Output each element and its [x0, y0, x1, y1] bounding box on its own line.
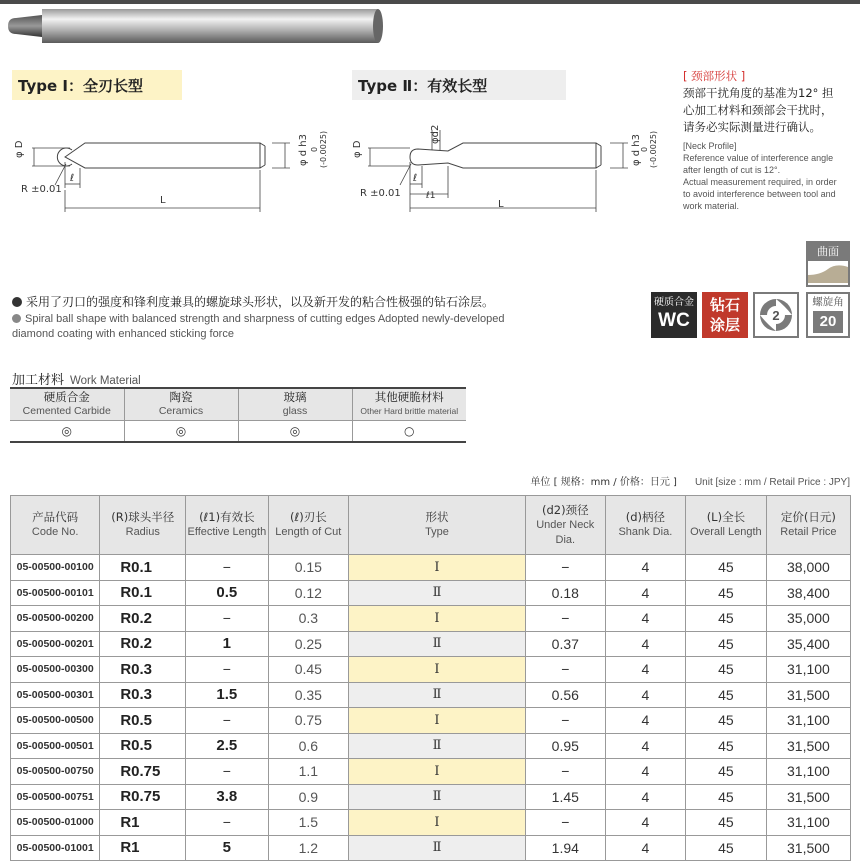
- shank-dia-cell: 4: [605, 835, 685, 861]
- type-cell: Ⅰ: [349, 657, 526, 683]
- carbide-badge: [651, 292, 697, 338]
- diamond-coating-badge: [702, 292, 748, 338]
- code-cell: 05-00500-00301: [11, 682, 100, 708]
- tool-photo: [8, 6, 384, 46]
- overall-length-cell: 45: [685, 733, 766, 759]
- type-2-label: Type Ⅱ：有效长型: [352, 70, 566, 100]
- radius-cell: R1: [100, 810, 186, 836]
- wm-col-other: [352, 388, 466, 420]
- spec-table: [10, 495, 851, 861]
- tolerance-top: 0: [310, 146, 319, 152]
- wm-col-ceramics: [124, 388, 238, 420]
- type-cell: Ⅰ: [349, 708, 526, 734]
- code-cell: 05-00500-01000: [11, 810, 100, 836]
- work-material-title: [12, 369, 141, 388]
- radius-cell: R0.5: [100, 733, 186, 759]
- spec-badges: [651, 292, 851, 338]
- type-cell: Ⅱ: [349, 580, 526, 606]
- retail-price-cell: 35,400: [766, 631, 850, 657]
- table-row: [11, 580, 851, 606]
- length-of-cut-cell: 0.9: [268, 784, 349, 810]
- type-2-diagram: [348, 110, 668, 220]
- carbide-badge-top: 硬质合金: [654, 297, 694, 308]
- neck-en-line: to avoid interference between tool and: [683, 189, 836, 199]
- retail-price-cell: 38,000: [766, 555, 850, 581]
- neck-en-title: [Neck Profile]: [683, 141, 737, 151]
- length-L-label: L: [160, 195, 166, 206]
- overall-length-cell: 45: [685, 631, 766, 657]
- wm-col-en: Ceramics: [158, 405, 204, 418]
- wm-col-jp: 陶瓷: [169, 390, 193, 405]
- retail-price-cell: 31,100: [766, 759, 850, 785]
- retail-price-cell: 31,100: [766, 810, 850, 836]
- radius-tolerance: R ±0.01: [21, 184, 62, 195]
- under-neck-dia-cell: −: [525, 810, 605, 836]
- col-retail-price: [766, 496, 850, 555]
- header-en: Retail Price: [780, 526, 837, 538]
- type-cell: Ⅱ: [349, 682, 526, 708]
- neck-jp-line: 心加工材料和颈部会干扰时，: [683, 103, 833, 117]
- retail-price-cell: 31,500: [766, 784, 850, 810]
- ell-label: ℓ: [70, 173, 75, 184]
- header-en: Shank Dia.: [618, 526, 673, 538]
- tolerance-bottom: (-0.0025): [319, 130, 328, 168]
- neck-en-line: after length of cut is 12°.: [683, 165, 781, 175]
- effective-length-cell: −: [186, 657, 268, 683]
- shank-dia-cell: 4: [605, 733, 685, 759]
- length-of-cut-cell: 0.35: [268, 682, 349, 708]
- ell1-label: ℓ1: [426, 191, 436, 201]
- header-jp: 定价(日元): [780, 510, 836, 524]
- header-jp: (d2)颈径: [541, 502, 589, 517]
- col-under-neck-dia: [525, 496, 605, 555]
- table-row: [11, 759, 851, 785]
- effective-length-cell: −: [186, 555, 268, 581]
- feature-en-2: diamond coating with enhanced sticking force: [12, 328, 234, 340]
- overall-length-cell: 45: [685, 759, 766, 785]
- table-row: [11, 708, 851, 734]
- header-en: Code No.: [31, 526, 79, 538]
- header-jp: (ℓ)刃长: [289, 510, 327, 524]
- shank-dia-cell: 4: [605, 759, 685, 785]
- overall-length-cell: 45: [685, 835, 766, 861]
- bullet-gray-icon: [12, 314, 21, 323]
- code-cell: 05-00500-00501: [11, 733, 100, 759]
- effective-length-cell: −: [186, 810, 268, 836]
- diamond-badge-line2: 涂层: [709, 316, 740, 334]
- header-en: Type: [425, 526, 449, 538]
- length-of-cut-cell: 1.5: [268, 810, 349, 836]
- bullet-dark-icon: [12, 297, 22, 307]
- table-row: [11, 784, 851, 810]
- header-jp: 形状: [425, 510, 449, 524]
- radius-cell: R0.2: [100, 606, 186, 632]
- overall-length-cell: 45: [685, 810, 766, 836]
- type-cell: Ⅰ: [349, 759, 526, 785]
- neck-profile-note: [683, 68, 855, 212]
- length-of-cut-cell: 0.25: [268, 631, 349, 657]
- neck-jp-line: 颈部干扰角度的基准为12° 担: [683, 86, 834, 100]
- feature-text: [12, 294, 632, 341]
- neck-profile-jp: [683, 85, 855, 136]
- wm-col-en: glass: [282, 405, 308, 418]
- code-cell: 05-00500-00751: [11, 784, 100, 810]
- table-row: [11, 606, 851, 632]
- feature-jp: 采用了刃口的强度和锋利度兼具的螺旋球头形状，以及新开发的粘合性极强的钻石涂层。: [26, 295, 495, 309]
- effective-length-cell: 0.5: [186, 580, 268, 606]
- length-of-cut-cell: 0.6: [268, 733, 349, 759]
- phi-d-label: φ d h3: [298, 133, 309, 166]
- effective-length-cell: 2.5: [186, 733, 268, 759]
- carbide-badge-main: WC: [658, 310, 690, 331]
- phi-D-label-2: φ D: [352, 140, 363, 158]
- radius-cell: R0.3: [100, 682, 186, 708]
- under-neck-dia-cell: 0.56: [525, 682, 605, 708]
- code-cell: 05-00500-00200: [11, 606, 100, 632]
- helix-label: 螺旋角: [812, 296, 844, 308]
- under-neck-dia-cell: −: [525, 657, 605, 683]
- effective-length-cell: 5: [186, 835, 268, 861]
- radius-cell: R0.75: [100, 759, 186, 785]
- retail-price-cell: 35,000: [766, 606, 850, 632]
- tolerance-top-2: 0: [640, 146, 649, 152]
- neck-en-line: Reference value of interference angle: [683, 153, 834, 163]
- header-jp: (L)全长: [706, 510, 746, 524]
- unit-note: [530, 473, 850, 488]
- overall-length-cell: 45: [685, 657, 766, 683]
- length-of-cut-cell: 1.2: [268, 835, 349, 861]
- table-row: [11, 657, 851, 683]
- type-1-label: Type Ⅰ：全刃长型: [12, 70, 182, 100]
- neck-jp-line: 请务必实际测量进行确认。: [683, 120, 821, 134]
- under-neck-dia-cell: 1.45: [525, 784, 605, 810]
- table-row: [11, 682, 851, 708]
- radius-cell: R0.2: [100, 631, 186, 657]
- code-cell: 05-00500-00750: [11, 759, 100, 785]
- shank-dia-cell: 4: [605, 657, 685, 683]
- code-cell: 05-00500-01001: [11, 835, 100, 861]
- col-radius: [100, 496, 186, 555]
- effective-length-cell: −: [186, 708, 268, 734]
- retail-price-cell: 31,500: [766, 733, 850, 759]
- length-of-cut-cell: 0.75: [268, 708, 349, 734]
- header-jp: 产品代码: [32, 510, 79, 524]
- header-jp: (d)柄径: [625, 510, 665, 524]
- shank-dia-cell: 4: [605, 555, 685, 581]
- code-cell: 05-00500-00100: [11, 555, 100, 581]
- effective-length-cell: 1.5: [186, 682, 268, 708]
- shank-dia-cell: 4: [605, 708, 685, 734]
- header-en: Radius: [125, 526, 160, 538]
- overall-length-cell: 45: [685, 682, 766, 708]
- unit-note-en: Unit [size : mm / Retail Price : JPY]: [694, 477, 850, 488]
- two-flute-badge: [753, 292, 799, 338]
- header-en: Overall Length: [690, 526, 762, 538]
- work-material-title-en: Work Material: [70, 375, 141, 387]
- type-1-diagram: [10, 110, 340, 220]
- work-material-table: [10, 387, 466, 443]
- retail-price-cell: 38,400: [766, 580, 850, 606]
- under-neck-dia-cell: 0.37: [525, 631, 605, 657]
- shank-dia-cell: 4: [605, 580, 685, 606]
- under-neck-dia-cell: −: [525, 759, 605, 785]
- length-L-label-2: L: [498, 199, 504, 210]
- col-code: [11, 496, 100, 555]
- col-length-of-cut: [268, 496, 349, 555]
- tolerance-bottom-2: (-0.0025): [649, 130, 658, 168]
- effective-length-cell: −: [186, 606, 268, 632]
- wm-mark: ○: [352, 420, 466, 442]
- shank-dia-cell: 4: [605, 784, 685, 810]
- overall-length-cell: 45: [685, 555, 766, 581]
- header-en: Under Neck Dia.: [536, 518, 595, 546]
- phi-d-label-2: φ d h3: [631, 133, 642, 166]
- feature-en-1: Spiral ball shape with balanced strength and sharpness of cutting edges Adopted newly-developed: [25, 313, 505, 325]
- type-cell: Ⅱ: [349, 835, 526, 861]
- col-overall-length: [685, 496, 766, 555]
- surface-badge-label: 曲面: [808, 243, 848, 261]
- type-cell: Ⅱ: [349, 784, 526, 810]
- under-neck-dia-cell: 0.95: [525, 733, 605, 759]
- length-of-cut-cell: 1.1: [268, 759, 349, 785]
- wm-col-glass: [238, 388, 352, 420]
- flute-count: 2: [772, 308, 780, 323]
- header-jp: (ℓ1)有效长: [199, 510, 255, 524]
- shank-dia-cell: 4: [605, 631, 685, 657]
- effective-length-cell: 3.8: [186, 784, 268, 810]
- table-row: [11, 555, 851, 581]
- table-row: [11, 835, 851, 861]
- helix-value: 20: [813, 311, 843, 333]
- overall-length-cell: 45: [685, 580, 766, 606]
- effective-length-cell: 1: [186, 631, 268, 657]
- type-cell: Ⅱ: [349, 733, 526, 759]
- length-of-cut-cell: 0.3: [268, 606, 349, 632]
- overall-length-cell: 45: [685, 784, 766, 810]
- under-neck-dia-cell: −: [525, 606, 605, 632]
- wm-col-jp: 玻璃: [283, 390, 307, 405]
- code-cell: 05-00500-00500: [11, 708, 100, 734]
- table-row: [11, 631, 851, 657]
- unit-note-jp: 单位 [ 规格：mm / 价格：日元 ]: [530, 477, 677, 488]
- ell-label-2: ℓ: [413, 173, 418, 184]
- radius-cell: R0.5: [100, 708, 186, 734]
- wm-col-en: Cemented Carbide: [22, 405, 111, 418]
- type-cell: Ⅰ: [349, 810, 526, 836]
- under-neck-dia-cell: −: [525, 555, 605, 581]
- top-rule: [0, 0, 860, 4]
- diamond-badge-line1: 钻石: [709, 296, 740, 314]
- retail-price-cell: 31,500: [766, 835, 850, 861]
- under-neck-dia-cell: 0.18: [525, 580, 605, 606]
- wm-mark: ◎: [238, 420, 352, 442]
- retail-price-cell: 31,100: [766, 657, 850, 683]
- neck-profile-title: [ 颈部形状 ]: [683, 69, 746, 83]
- col-shank-dia: [605, 496, 685, 555]
- under-neck-dia-cell: −: [525, 708, 605, 734]
- wm-col-en: Other Hard brittle material: [360, 406, 459, 417]
- overall-length-cell: 45: [685, 606, 766, 632]
- radius-cell: R0.3: [100, 657, 186, 683]
- table-row: [11, 733, 851, 759]
- type-cell: Ⅱ: [349, 631, 526, 657]
- length-of-cut-cell: 0.15: [268, 555, 349, 581]
- header-jp: (R)球头半径: [111, 510, 175, 524]
- length-of-cut-cell: 0.45: [268, 657, 349, 683]
- wm-mark: ◎: [124, 420, 238, 442]
- header-en: Length of Cut: [275, 526, 342, 538]
- col-type: [349, 496, 526, 555]
- work-material-title-jp: 加工材料: [12, 373, 65, 388]
- wm-mark: ◎: [10, 420, 124, 442]
- effective-length-cell: −: [186, 759, 268, 785]
- retail-price-cell: 31,100: [766, 708, 850, 734]
- code-cell: 05-00500-00101: [11, 580, 100, 606]
- under-neck-dia-cell: 1.94: [525, 835, 605, 861]
- overall-length-cell: 45: [685, 708, 766, 734]
- wm-col-jp: 其他硬脆材料: [374, 390, 444, 405]
- shank-dia-cell: 4: [605, 682, 685, 708]
- code-cell: 05-00500-00201: [11, 631, 100, 657]
- radius-cell: R0.1: [100, 580, 186, 606]
- radius-cell: R1: [100, 835, 186, 861]
- surface-badge: [806, 241, 850, 287]
- wm-col-carbide: [10, 388, 124, 420]
- col-effective-length: [186, 496, 268, 555]
- phi-D-label: φ D: [14, 140, 25, 158]
- surface-curve-icon: [808, 261, 848, 285]
- phi-d2-label: φd2: [430, 124, 441, 144]
- header-en: Effective Length: [187, 526, 267, 538]
- neck-profile-en: [683, 140, 855, 212]
- type-cell: Ⅰ: [349, 606, 526, 632]
- retail-price-cell: 31,500: [766, 682, 850, 708]
- length-of-cut-cell: 0.12: [268, 580, 349, 606]
- table-row: [11, 810, 851, 836]
- shank-dia-cell: 4: [605, 810, 685, 836]
- code-cell: 05-00500-00300: [11, 657, 100, 683]
- radius-cell: R0.1: [100, 555, 186, 581]
- type-cell: Ⅰ: [349, 555, 526, 581]
- flute-icon: [755, 294, 797, 336]
- radius-tolerance-2: R ±0.01: [360, 188, 401, 199]
- radius-cell: R0.75: [100, 784, 186, 810]
- neck-en-line: work material.: [683, 201, 740, 211]
- helix-angle-badge: [806, 292, 850, 338]
- wm-col-jp: 硬质合金: [43, 390, 90, 405]
- neck-en-line: Actual measurement required, in order: [683, 177, 837, 187]
- shank-dia-cell: 4: [605, 606, 685, 632]
